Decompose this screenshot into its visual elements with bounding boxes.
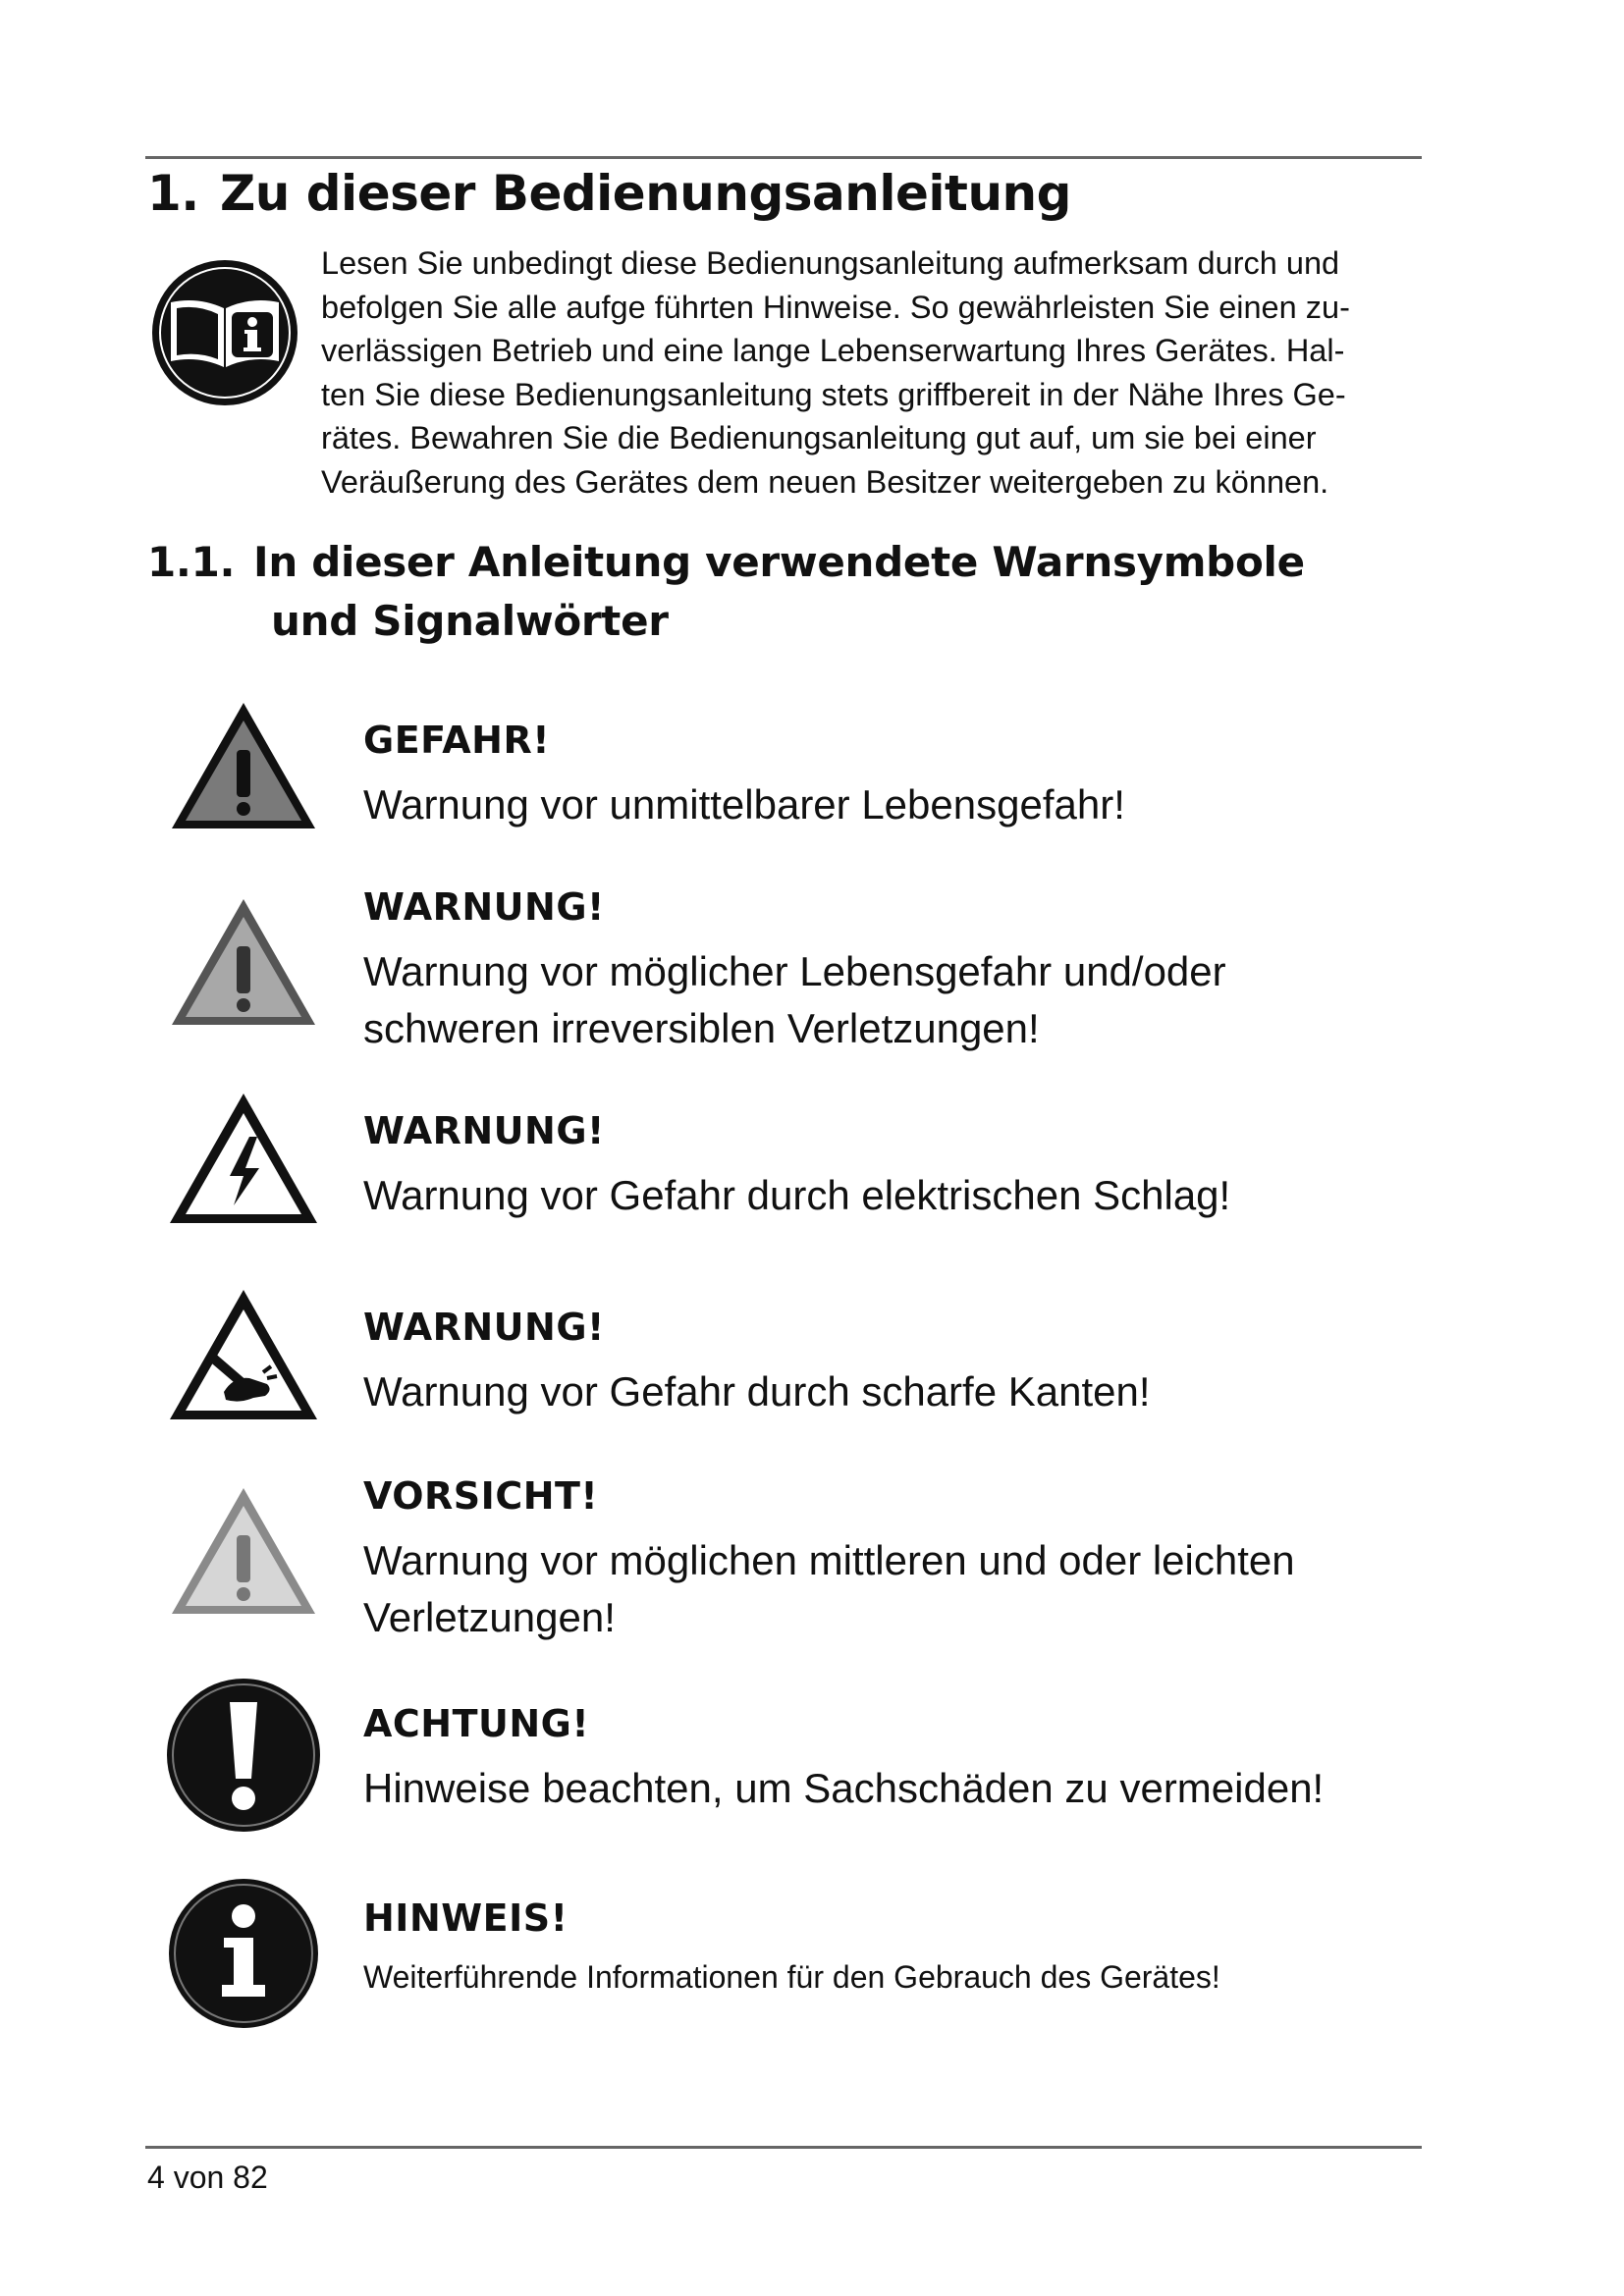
warning-triangle-danger-icon [165,693,322,850]
symbol-label: HINWEIS! [363,1896,568,1940]
caution-triangle-icon [165,1478,322,1635]
subsection-heading [147,533,1424,651]
symbol-label: WARNUNG! [363,885,605,929]
subsection-title-line2: und Signalwörter [271,597,669,645]
subsection-title-line1: In dieser Anleitung verwendete Warnsymbole [253,538,1305,586]
symbol-label: WARNUNG! [363,1109,605,1152]
exclamation-circle-icon [165,1677,322,1834]
symbol-description-line: Weiterführende Informationen für den Gebrauch des Gerätes! [363,1959,1220,1995]
warning-triangle-icon [165,889,322,1046]
section-title: Zu dieser Bedienungsanleitung [220,165,1071,222]
section-number: 1. [147,165,199,222]
info-circle-icon [165,1875,322,2032]
symbol-label: VORSICHT! [363,1474,599,1518]
intro-paragraph [321,241,1421,504]
intro-line: befolgen Sie alle aufge führten Hinweise. So gewährleisten Sie einen zu- [321,289,1350,325]
symbol-label: ACHTUNG! [363,1702,590,1745]
symbol-description-line: Warnung vor Gefahr durch elektrischen Schlag! [363,1172,1231,1218]
section-heading [147,165,1424,222]
intro-line: verlässigen Betrieb und eine lange Lebenserwartung Ihres Gerätes. Hal- [321,333,1345,368]
symbol-description-line: Warnung vor möglichen mittleren und oder leichten [363,1537,1295,1583]
intro-line: Lesen Sie unbedingt diese Bedienungsanleitung aufmerksam durch und [321,245,1340,281]
bottom-rule [145,2146,1422,2149]
page-number: 4 von 82 [147,2160,268,2195]
symbol-description [363,1363,1443,1420]
subsection-number: 1.1. [147,538,236,586]
symbol-description [363,1760,1443,1817]
symbol-description [363,776,1443,833]
intro-line: ten Sie diese Bedienungsanleitung stets griffbereit in der Nähe Ihres Ge- [321,376,1346,412]
symbol-label: WARNUNG! [363,1306,605,1349]
electric-shock-icon [165,1086,322,1243]
top-rule [145,156,1422,159]
intro-line: rätes. Bewahren Sie die Bedienungsanleitung gut auf, um sie bei einer [321,420,1317,455]
read-manual-icon [149,257,300,408]
symbol-description-line: Hinweise beachten, um Sachschäden zu vermeiden! [363,1765,1325,1811]
symbol-description-line: Verletzungen! [363,1594,616,1640]
symbol-description [363,1167,1443,1224]
symbol-description-line: Warnung vor Gefahr durch scharfe Kanten! [363,1368,1151,1415]
symbol-description [363,1532,1443,1646]
symbol-description-line: Warnung vor unmittelbarer Lebensgefahr! [363,781,1125,828]
symbol-label: GEFAHR! [363,719,551,762]
symbol-description-line: Warnung vor möglicher Lebensgefahr und/oder [363,948,1226,994]
intro-line: Veräußerung des Gerätes dem neuen Besitzer weitergeben zu können. [321,463,1329,500]
sharp-edges-icon [165,1282,322,1439]
symbol-description [363,943,1443,1057]
symbol-description [363,1955,1443,1999]
symbol-description-line: schweren irreversiblen Verletzungen! [363,1005,1040,1051]
